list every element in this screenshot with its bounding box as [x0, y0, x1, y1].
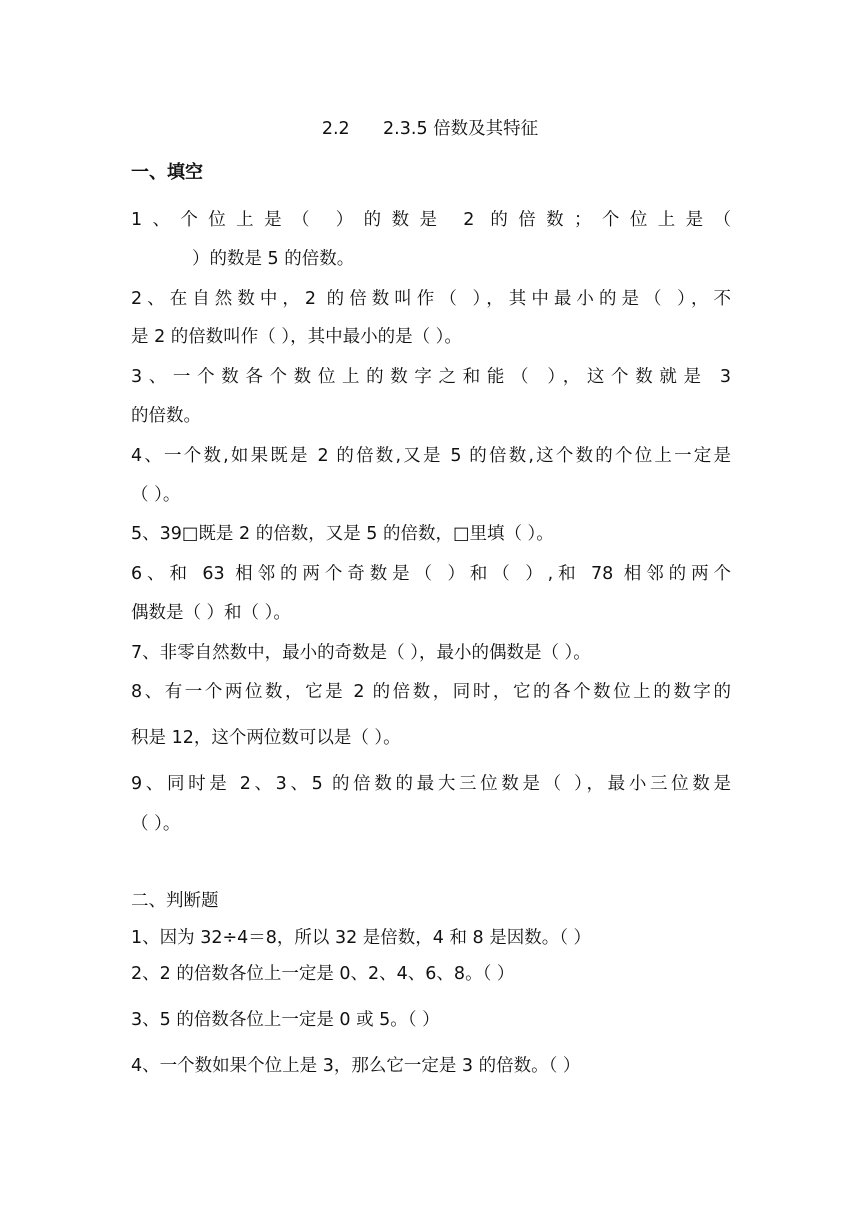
- section-heading-fill-blank: 一、填空: [131, 162, 203, 183]
- tf-question-2: 2、2 的倍数各位上一定是 0、2、4、6、8。（ ）: [131, 964, 515, 984]
- question-1-line-1: 1、个位上是（ ）的数是 2 的倍数；个位上是（: [131, 210, 731, 230]
- question-3-line-2: 的倍数。: [131, 406, 201, 426]
- question-2-line-2: 是 2 的倍数叫作（ ），其中最小的是（ ）。: [131, 327, 462, 347]
- tf-question-4: 4、一个数如果个位上是 3，那么它一定是 3 的倍数。（ ）: [131, 1056, 581, 1076]
- section-heading-true-false: 二、判断题: [131, 891, 219, 911]
- question-9-line-1: 9、同时是 2、3、5 的倍数的最大三位数是（ ），最小三位数是: [131, 774, 731, 794]
- question-4-line-2: （ ）。: [131, 485, 181, 505]
- question-5: 5、39□既是 2 的倍数，又是 5 的倍数，□里填（ ）。: [131, 524, 554, 544]
- page-title: 2.2 2.3.5 倍数及其特征: [321, 119, 539, 139]
- question-8-line-2: 积是 12，这个两位数可以是（ ）。: [131, 728, 401, 748]
- question-9-line-2: （ ）。: [131, 814, 181, 834]
- question-6-line-2: 偶数是（ ）和（ ）。: [131, 603, 291, 623]
- question-7: 7、非零自然数中，最小的奇数是（ ），最小的偶数是（ ）。: [131, 643, 591, 663]
- question-8-line-1: 8、有一个两位数，它是 2 的倍数，同时，它的各个数位上的数字的: [131, 682, 731, 702]
- question-1-line-2: ）的数是 5 的倍数。: [192, 249, 355, 269]
- question-6-line-1: 6、和 63 相邻的两个奇数是（ ）和（ ）,和 78 相邻的两个: [131, 564, 731, 584]
- question-4-line-1: 4、一个数,如果既是 2 的倍数,又是 5 的倍数,这个数的个位上一定是: [131, 446, 731, 466]
- question-2-line-1: 2、在自然数中，2 的倍数叫作（ ），其中最小的是（ ），不: [131, 289, 731, 309]
- tf-question-3: 3、5 的倍数各位上一定是 0 或 5。（ ）: [131, 1010, 440, 1030]
- question-3-line-1: 3、一个数各个数位上的数字之和能（ ），这个数就是 3: [131, 367, 731, 387]
- tf-question-1: 1、因为 32÷4＝8，所以 32 是倍数，4 和 8 是因数。（ ）: [131, 928, 592, 948]
